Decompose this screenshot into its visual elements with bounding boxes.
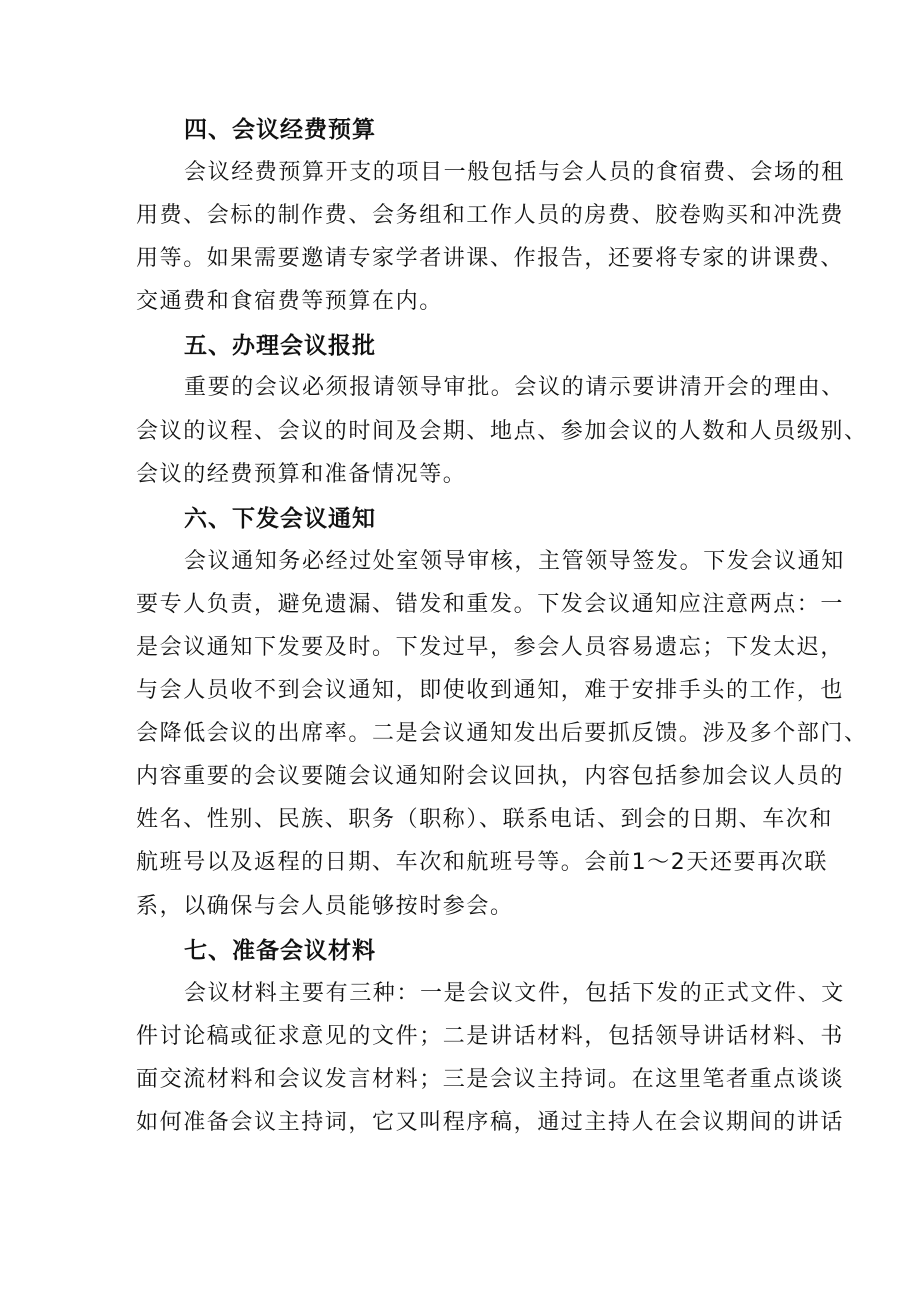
section-heading-4: 四、会议经费预算 (184, 117, 376, 143)
paragraph-line: 会议的议程、会议的时间及会期、地点、参加会议的人数和人员级别、 (136, 419, 868, 444)
paragraph-line: 姓名、性别、民族、职务（职称）、联系电话、到会的日期、车次和 (136, 807, 834, 832)
section-heading-7: 七、准备会议材料 (184, 938, 376, 964)
paragraph-line: 用等。如果需要邀请专家学者讲课、作报告，还要将专家的讲课费、 (136, 246, 845, 271)
paragraph-line: 如何准备会议主持词，它又叫程序稿，通过主持人在会议期间的讲话 (136, 1110, 845, 1135)
paragraph-line: 系，以确保与会人员能够按时参会。 (136, 894, 514, 919)
paragraph-line: 面交流材料和会议发言材料；三是会议主持词。在这里笔者重点谈谈 (136, 1067, 845, 1092)
paragraph-line: 要专人负责，避免遗漏、错发和重发。下发会议通知应注意两点：一 (136, 592, 845, 617)
section-heading-5: 五、办理会议报批 (184, 333, 376, 359)
paragraph-line: 重要的会议必须报请领导审批。会议的请示要讲清开会的理由、 (184, 375, 845, 400)
paragraph-line: 会议通知务必经过处室领导审核，主管领导签发。下发会议通知 (184, 549, 845, 574)
paragraph-line: 与会人员收不到会议通知，即使收到通知，难于安排手头的工作，也 (136, 678, 845, 703)
paragraph-line: 会议材料主要有三种：一是会议文件，包括下发的正式文件、文 (184, 981, 845, 1006)
paragraph-line: 会议经费预算开支的项目一般包括与会人员的食宿费、会场的租 (184, 160, 845, 185)
paragraph-line: 是会议通知下发要及时。下发过早，参会人员容易遗忘；下发太迟， (136, 635, 845, 660)
paragraph-line: 内容重要的会议要随会议通知附会议回执，内容包括参加会议人员的 (136, 764, 845, 789)
paragraph-line: 件讨论稿或征求意见的文件；二是讲话材料，包括领导讲话材料、书 (136, 1024, 845, 1049)
paragraph-line: 用费、会标的制作费、会务组和工作人员的房费、胶卷购买和冲洗费 (136, 203, 845, 228)
paragraph-line: 交通费和食宿费等预算在内。 (136, 289, 443, 314)
paragraph-line: 会降低会议的出席率。二是会议通知发出后要抓反馈。涉及多个部门、 (136, 721, 868, 746)
section-heading-6: 六、下发会议通知 (184, 506, 376, 532)
paragraph-line: 航班号以及返程的日期、车次和航班号等。会前1～2天还要再次联 (136, 850, 828, 875)
paragraph-line: 会议的经费预算和准备情况等。 (136, 462, 467, 487)
